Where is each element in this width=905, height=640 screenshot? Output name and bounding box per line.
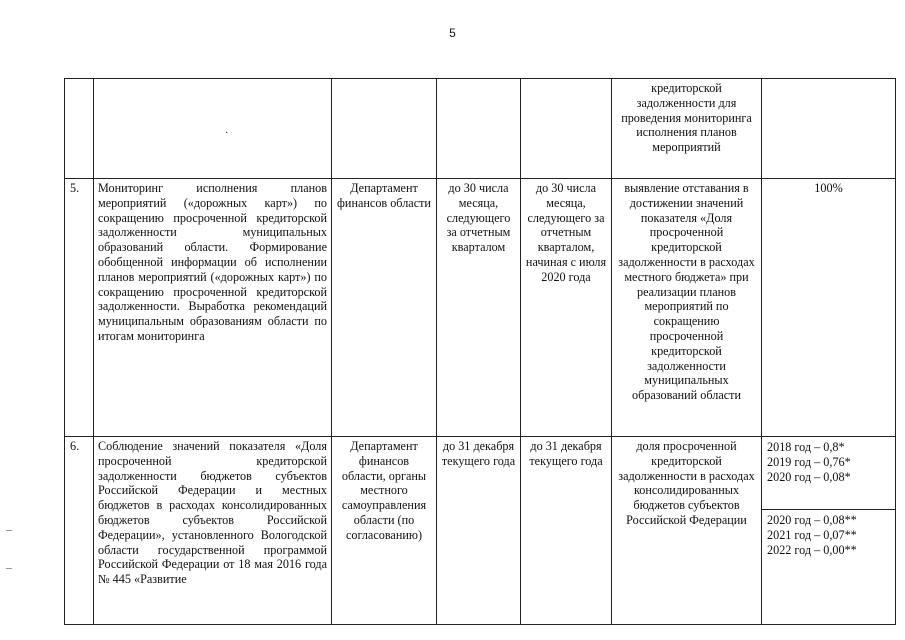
deadline-cell (437, 79, 521, 179)
page-number: 5 (449, 26, 456, 40)
row-number: 5. (65, 179, 94, 437)
table-row (65, 179, 896, 437)
executor-cell (332, 79, 437, 179)
indicator-cell: доля просроченной кредиторской задолженности в расходах консолидированных бюджетов субъектов Российской Федерации (612, 437, 762, 625)
values-cell (762, 79, 896, 179)
value-line: 2020 год – 0,08** (767, 513, 857, 527)
target-values-top (762, 437, 895, 510)
scan-margin-mark (6, 530, 12, 531)
target-values-bottom (762, 510, 895, 560)
value-line: 2019 год – 0,76* (767, 454, 851, 469)
table-row (65, 79, 896, 179)
values-cell: 100% (762, 179, 896, 437)
value-line: 2021 год – 0,07** (767, 527, 857, 542)
deadline-cell: до 31 декабря текущего года (521, 437, 612, 625)
values-cell (762, 437, 896, 625)
value-line: 2020 год – 0,08* (767, 469, 851, 484)
executor-cell: Департамент финансов области (332, 179, 437, 437)
indicator-cell: кредиторской задолженности для проведения мониторинга исполнения планов мероприятий (612, 79, 762, 179)
activity-cell (94, 79, 332, 179)
deadline-cell: до 30 числа месяца, следующего за отчетным кварталом (437, 179, 521, 437)
activity-cell: Соблюдение значений показателя «Доля просроченной кредиторской задолженности бюджетов субъектов Российской Федерации и местных бюджетов в расходах консолидированных бюджетов субъектов Российской Федерации», установленного Вологодской области государственной программой Российской Федерации от 18 мая 2016 года № 445 «Развитие (94, 437, 332, 625)
row-number (65, 79, 94, 179)
deadline-cell: до 31 декабря текущего года (437, 437, 521, 625)
deadline-cell (521, 79, 612, 179)
deadline-cell: до 30 числа месяца, следующего за отчетным кварталом, начиная с июля 2020 года (521, 179, 612, 437)
scan-margin-mark (6, 568, 12, 569)
stray-dot: · (225, 128, 229, 139)
row-number: 6. (65, 437, 94, 625)
measures-table (64, 78, 896, 625)
executor-cell: Департамент финансов области, органы местного самоуправления области (по согласованию) (332, 437, 437, 625)
activity-cell: Мониторинг исполнения планов мероприятий («дорожных карт») по сокращению просроченной кредиторской задолженности муниципальных образований области. Формирование обобщенной информации об исполнении планов мероприятий («дорожных карт») по сокращению просроченной кредиторской задолженности. Выработка рекомендаций муниципальным образованиям области по итогам мониторинга (94, 179, 332, 437)
value-line: 2018 год – 0,8* (767, 440, 845, 454)
indicator-cell: выявление отставания в достижении значений показателя «Доля просроченной кредиторской задолженности в расходах местного бюджета» при реализации планов мероприятий по сокращению просроченной кредиторской задолженности муниципальных образований области (612, 179, 762, 437)
table-row (65, 437, 896, 625)
value-line: 2022 год – 0,00** (767, 542, 857, 557)
